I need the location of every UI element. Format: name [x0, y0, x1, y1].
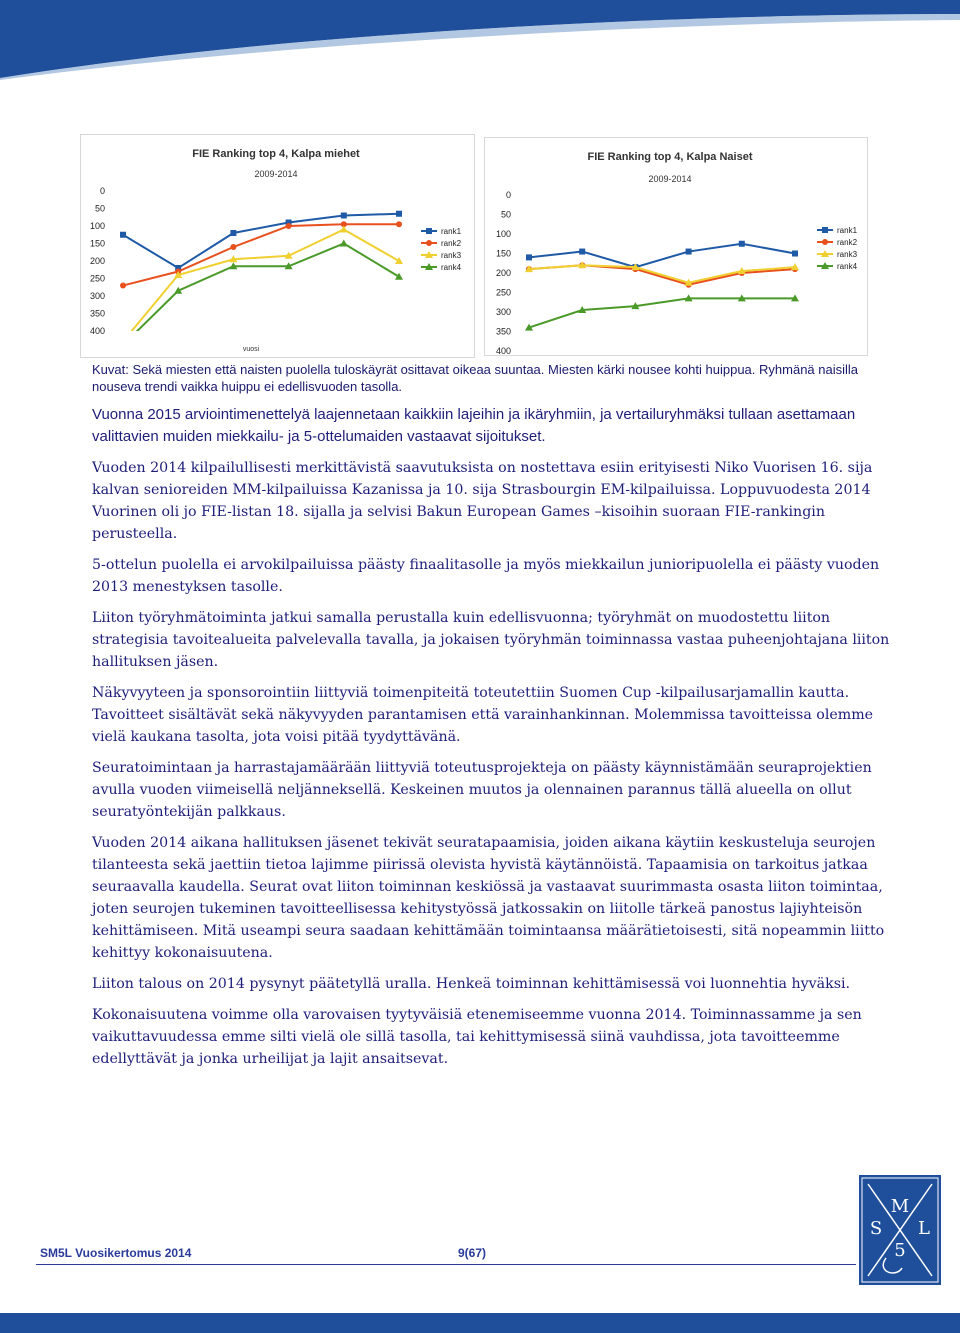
paragraph: Näkyvyyteen ja sponsorointiin liittyviä toimenpiteitä toteutettiin Suomen Cup -kilpailusarjamallin kautta. Tavoitteet sisältävät sekä näkyvyyden parantamisen että varainhankinnan. Molemmissa tavoitteissa olemme vielä kaukana tasolta, jota voisi pitää tyydyttävänä. [92, 685, 874, 745]
logo-letter: M [890, 1196, 910, 1217]
legend-label: rank3 [837, 250, 858, 259]
series-line-rank3 [529, 265, 795, 283]
logo-letter: 5 [894, 1240, 906, 1261]
data-point-rank1 [396, 211, 402, 217]
data-point-rank2 [120, 283, 126, 289]
chart-women [484, 137, 868, 356]
legend-label: rank1 [837, 226, 858, 235]
chart-men [80, 134, 475, 358]
legend-label: rank2 [441, 239, 462, 248]
data-point-rank1 [686, 249, 692, 255]
y-tick-label: 350 [495, 326, 511, 337]
chart-women-svg [485, 138, 867, 355]
y-tick-label: 150 [495, 248, 511, 259]
chart-subtitle: 2009-2014 [254, 169, 298, 179]
paragraph: Seuratoimintaan ja harrastajamäärään liittyviä toteutusprojekteja on päästy käynnistämään seuraprojektien avulla vuoden viimeisellä neljänneksellä. Keskeinen muutos ja olennainen parannus tällä alueella on ollut seuratyöntekijän palkkaus. [92, 760, 872, 820]
legend-label: rank2 [837, 238, 858, 247]
y-tick-label: 100 [89, 221, 105, 231]
series-line-rank3 [123, 230, 399, 342]
data-point-rank4 [395, 273, 403, 280]
logo-letter: L [918, 1218, 930, 1239]
y-tick-label: 400 [495, 346, 511, 355]
paragraph: Kokonaisuutena voimme olla varovaisen tyytyväisiä etenemiseemme vuonna 2014. Toiminnassamme ja sen vaikuttavuudessa emme silti vielä ole sillä tasolla, tai kehittymisessä siinä vauhdissa, jota tavoitteemme edellyttävät ja jonka urheilijat ja lajit ansaitsevat. [92, 1007, 862, 1067]
data-point-rank1 [739, 241, 745, 247]
y-tick-label: 0 [505, 190, 511, 200]
data-point-rank4 [340, 240, 348, 247]
legend-marker [822, 239, 828, 245]
header-band [0, 0, 960, 80]
y-tick-label: 150 [89, 238, 105, 249]
chart-title: FIE Ranking top 4, Kalpa miehet [192, 148, 360, 160]
logo-letter: S [869, 1218, 883, 1239]
series-line-rank1 [123, 214, 399, 268]
page-number: 9(67) [458, 1246, 487, 1260]
chart-subtitle: 2009-2014 [648, 174, 692, 184]
legend-label: rank3 [441, 251, 462, 260]
data-point-rank1 [526, 254, 532, 260]
footer-band [0, 1313, 960, 1333]
data-point-rank2 [230, 244, 236, 250]
figure-caption: Kuvat: Sekä miesten että naisten puolella tuloskäyrät osittavat oikeaa suuntaa. Miesten kärki nousee kohti huippua. Ryhmänä naisilla nouseva trendi vaikka huippu ei edellisvuoden tasolla. [92, 362, 859, 394]
data-point-rank2 [286, 223, 292, 229]
paragraph: Vuoden 2014 kilpailullisesti merkittävistä saavutuksista on nostettava esiin erityisesti Niko Vuorisen 16. sija kalvan senioreiden MM-kilpailuissa Kazanissa ja 10. sija Strasbourgin EM-kilpailuissa. Loppuvuodesta 2014 Vuorinen oli jo FIE-listan 18. sijalla ja selvisi Bakun European Games –kisoihin suoraan FIE-rankingin perusteella. [92, 460, 873, 542]
y-tick-label: 400 [89, 326, 105, 336]
y-tick-label: 250 [89, 273, 105, 284]
paragraph: Vuonna 2015 arviointimenettelyä laajennetaan kaikkiin lajeihin ja ikäryhmiin, ja vertailuryhmäksi tullaan asettamaan valittavien muiden miekkailu- ja 5-ottelumaiden vastaavat sijoitukset. [92, 406, 856, 445]
y-tick-label: 100 [495, 229, 511, 239]
series-line-rank1 [529, 244, 795, 267]
data-point-rank1 [120, 232, 126, 238]
chart-title: FIE Ranking top 4, Kalpa Naiset [587, 151, 753, 163]
chart-men-svg [81, 135, 474, 357]
series-line-rank4 [529, 298, 795, 327]
legend-marker [426, 228, 432, 234]
y-tick-label: 250 [495, 287, 511, 298]
footer-title: SM5L Vuosikertomus 2014 [40, 1246, 192, 1260]
plot-area [119, 211, 403, 348]
legend-label: rank1 [441, 227, 462, 236]
legend-label: rank4 [837, 262, 858, 271]
data-point-rank3 [340, 226, 348, 233]
y-tick-label: 200 [495, 268, 511, 278]
legend-marker [822, 227, 828, 233]
y-tick-label: 0 [99, 186, 105, 196]
y-tick-label: 350 [89, 308, 105, 319]
sm5l-logo [856, 1172, 944, 1288]
legend-label: rank4 [441, 263, 462, 272]
paragraph: Vuoden 2014 aikana hallituksen jäsenet tekivät seuratapaamisia, joiden aikana käytiin keskusteluja seurojen tilanteesta sekä jaettiin tietoa lajimme piirissä olevista hyvistä käytännöistä. Tapaamisia on tarkoitus jatkaa seuraavalla kaudella. Seurat ovat liiton toiminnan keskiössä ja vastaavat suurimmasta osasta liiton toimintaa, joten seurojen tukeminen tavoitteellisessa kehitystyössä jatkossakin on liitolle tärkeä panostus lajiyhteisön kehittämiseen. Mitä useampi seura saadaan kehittämään toimintaansa määrätietoisesti, sitä nopeammin liitto kehittyy kokonaisuutena. [92, 835, 885, 961]
data-point-rank2 [396, 221, 402, 227]
y-tick-label: 300 [495, 307, 511, 317]
data-point-rank1 [230, 230, 236, 236]
data-point-rank1 [579, 249, 585, 255]
y-tick-label: 50 [94, 203, 105, 214]
data-point-rank4 [119, 341, 127, 348]
x-axis-label: vuosi [242, 346, 260, 353]
data-point-rank3 [119, 338, 127, 345]
data-point-rank1 [341, 213, 347, 219]
footer-divider [36, 1264, 856, 1265]
series-line-rank2 [123, 224, 399, 285]
plot-area [525, 241, 799, 331]
y-tick-label: 300 [89, 291, 105, 301]
y-tick-label: 50 [500, 209, 511, 220]
legend-marker [426, 240, 432, 246]
paragraph: Liiton työryhmätoiminta jatkui samalla perustalla kuin edellisvuonna; työryhmät on muodostettu liiton strategisia tavoitealueita palvelevalla tavalla, ja jokaisen työryhmän toiminnassa vastaa puheenjohtajana liiton hallituksen jäsen. [92, 610, 890, 670]
data-point-rank1 [792, 251, 798, 257]
y-tick-label: 200 [89, 256, 105, 266]
paragraph: 5-ottelun puolella ei arvokilpailuissa päästy finaalitasolle ja myös miekkailun junioripuolella ei päästy vuoden 2013 menestyksen tasolle. [92, 557, 880, 595]
paragraph: Liiton talous on 2014 pysynyt päätetyllä uralla. Henkeä toiminnan kehittämisessä voi luonnehtia hyväksi. [92, 976, 851, 992]
body-text [92, 404, 904, 1079]
